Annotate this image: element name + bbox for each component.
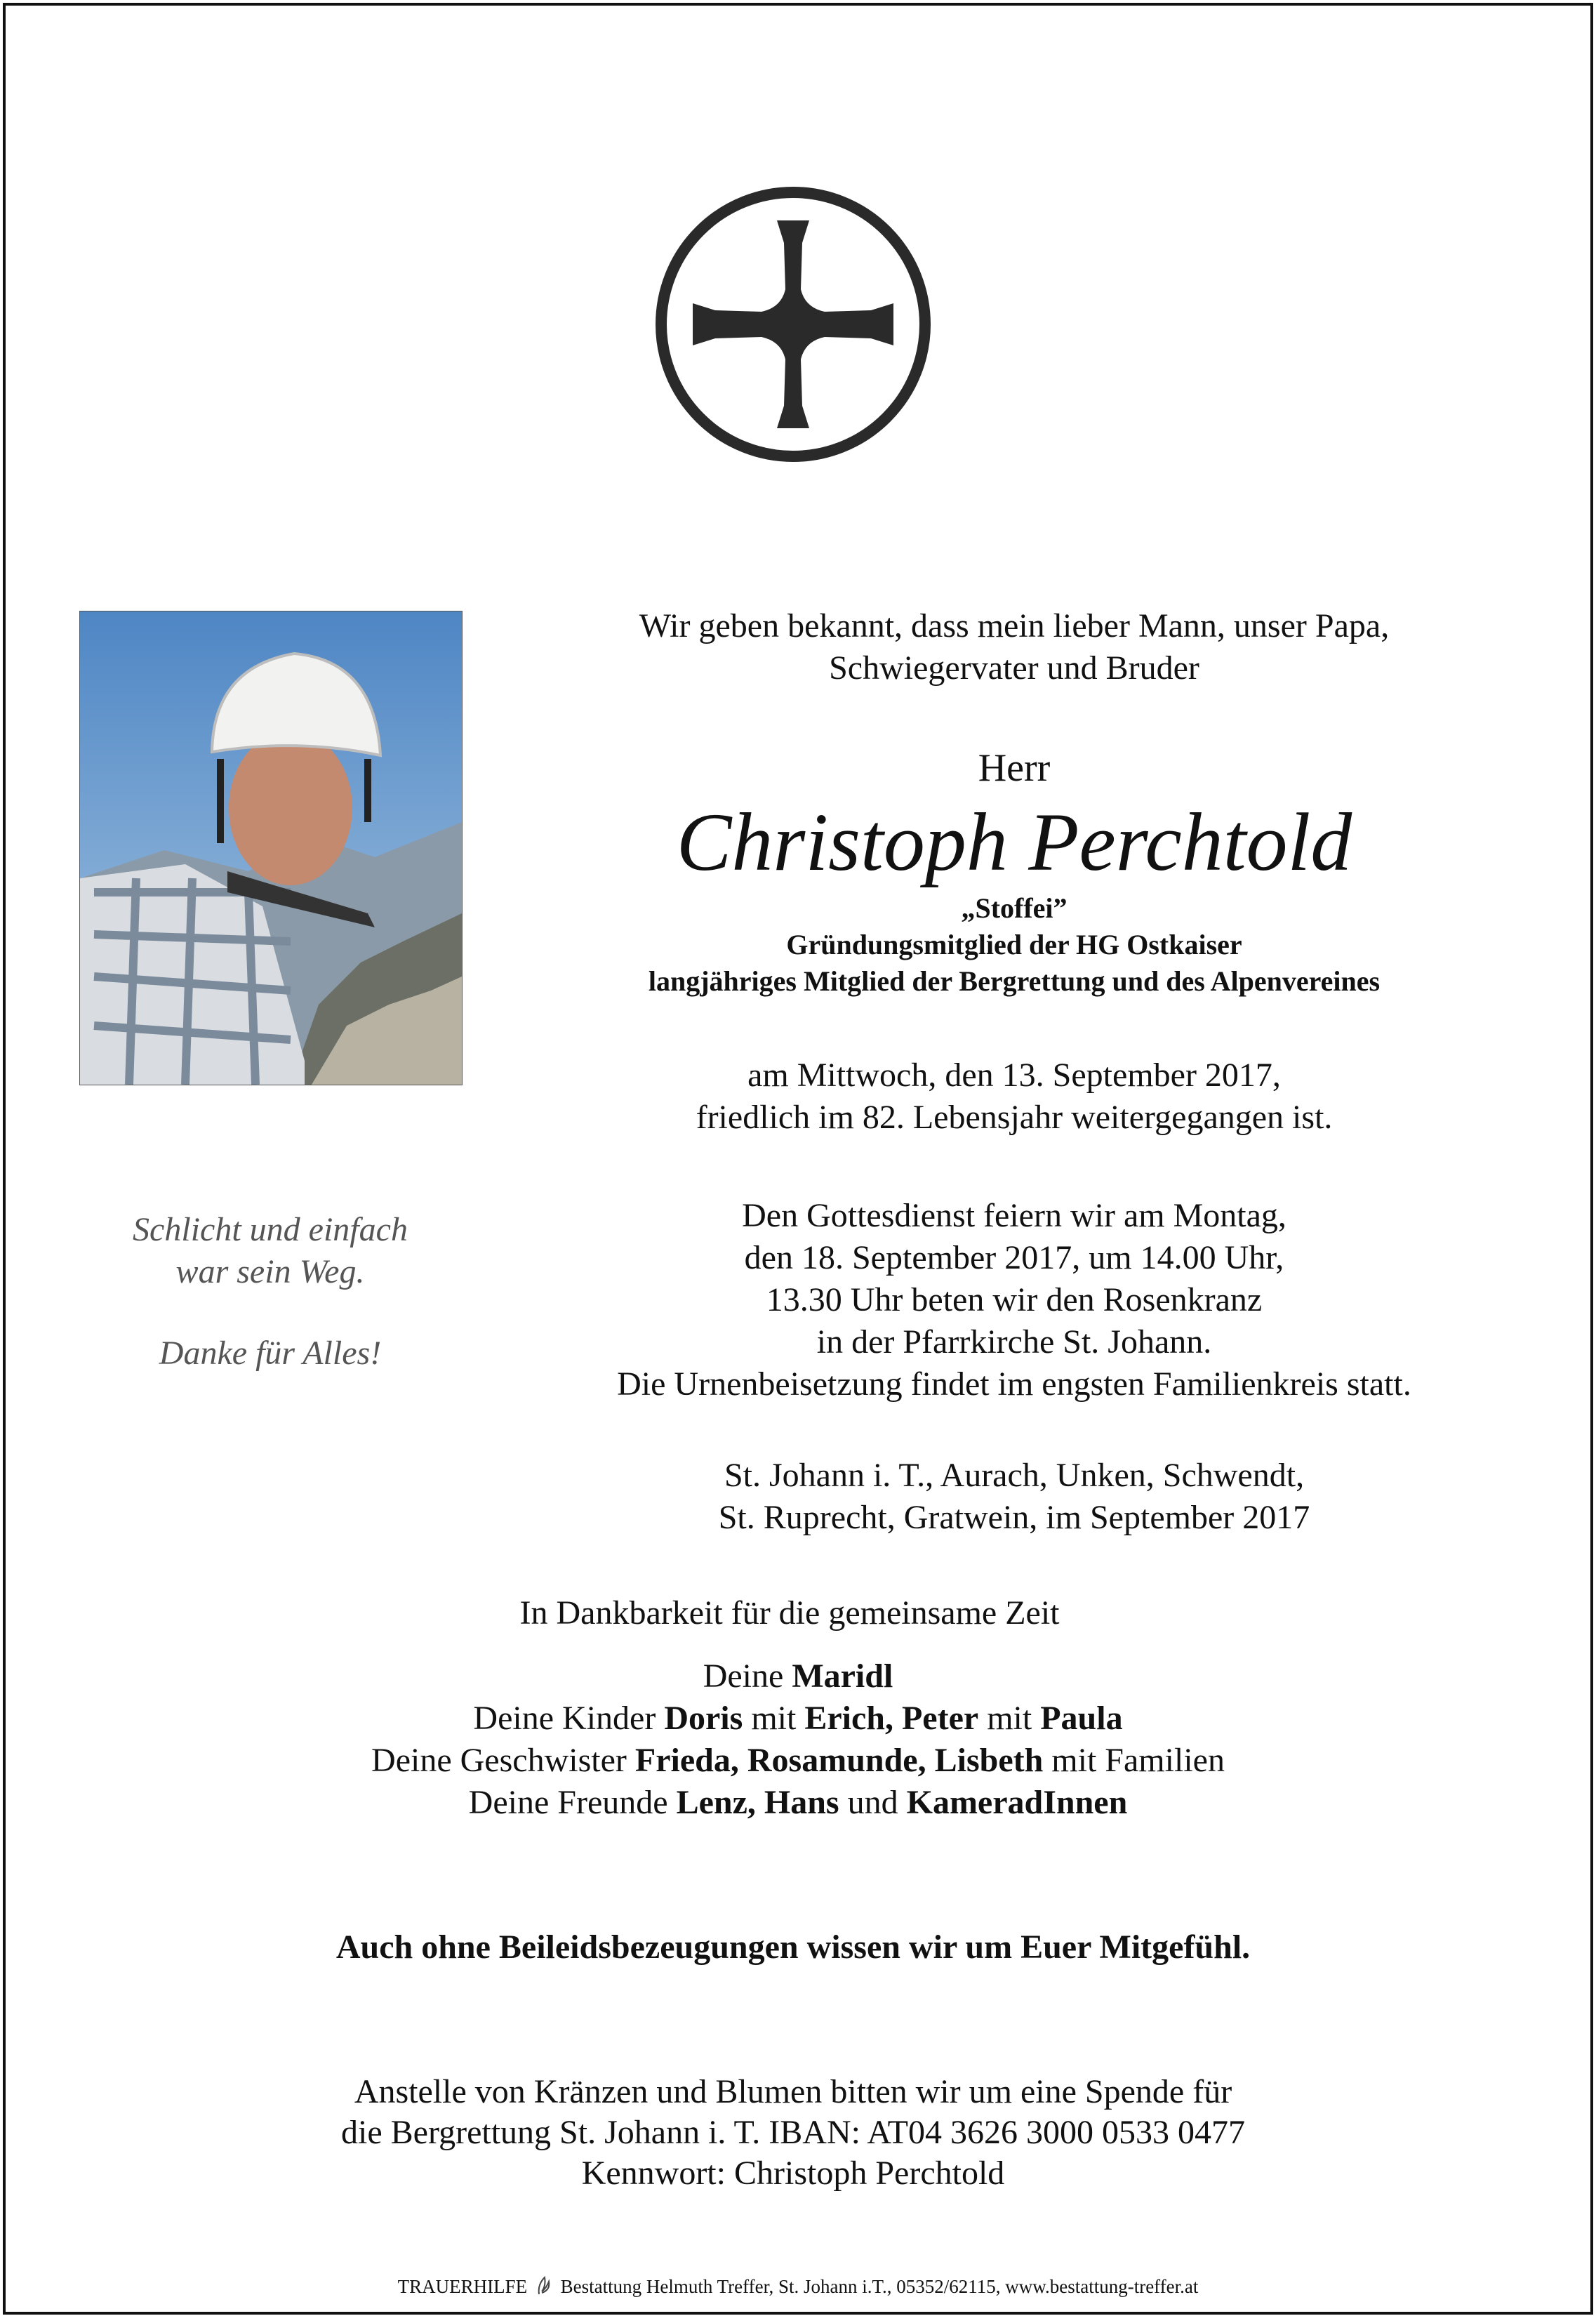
intro-line-2: Schwiegervater und Bruder	[829, 649, 1199, 687]
family-line-2-prefix: Deine Kinder	[473, 1700, 665, 1737]
donation-line-3: Kennwort: Christoph Perchtold	[581, 2155, 1005, 2192]
family-line-4-names-2: KameradInnen	[906, 1784, 1128, 1821]
nickname: „Stoffei”	[961, 892, 1068, 924]
family-line-4	[0, 1782, 1596, 1824]
family-line-3-prefix: Deine Geschwister	[371, 1742, 635, 1779]
service-line-1: Den Gottesdienst feiern wir am Montag,	[742, 1197, 1286, 1234]
places-line-1: St. Johann i. T., Aurach, Unken, Schwendt,	[724, 1457, 1305, 1494]
family-line-2-name-1: Doris	[664, 1700, 743, 1737]
death-line-2: friedlich im 82. Lebensjahr weitergegangen ist.	[696, 1099, 1333, 1136]
family-line-4-prefix: Deine Freunde	[468, 1784, 677, 1821]
family-line-3-suffix: mit Familien	[1043, 1742, 1225, 1779]
places-line-2: St. Ruprecht, Gratwein, im September 2017	[718, 1499, 1310, 1536]
quote-line-1: Schlicht und einfach	[133, 1211, 408, 1248]
service-line-5: Die Urnenbeisetzung findet im engsten Familienkreis statt.	[617, 1365, 1411, 1403]
quote-line-3: Danke für Alles!	[159, 1335, 382, 1372]
cross-in-circle-icon	[649, 184, 937, 465]
donation-line-1: Anstelle von Kränzen und Blumen bitten wir um eine Spende für	[354, 2073, 1232, 2110]
family-line-4-names-1: Lenz, Hans	[676, 1784, 839, 1821]
family-line-2-sep-1: mit	[743, 1700, 805, 1737]
family-line-1-names: Maridl	[792, 1657, 893, 1695]
footer	[0, 2275, 1596, 2301]
family-line-1-prefix: Deine	[703, 1657, 792, 1695]
family-line-2	[0, 1698, 1596, 1740]
family-line-3	[0, 1740, 1596, 1782]
leaf-icon	[536, 2275, 552, 2301]
death-line-1: am Mittwoch, den 13. September 2017,	[747, 1057, 1281, 1094]
family-line-2-name-2: Erich, Peter	[804, 1700, 979, 1737]
service-line-3: 13.30 Uhr beten wir den Rosenkranz	[766, 1281, 1263, 1318]
family-line-1	[0, 1655, 1596, 1698]
footer-brand: TRAUERHILFE	[397, 2276, 528, 2297]
role-line-1: Gründungsmitglied der HG Ostkaiser	[786, 929, 1242, 960]
footer-text: Bestattung Helmuth Treffer, St. Johann i.T., 05352/62115, www.bestattung-treffer.at	[560, 2276, 1199, 2297]
deceased-name: Christoph Perchtold	[676, 796, 1352, 888]
family-line-4-sep: und	[839, 1784, 907, 1821]
quote-line-2: war sein Weg.	[175, 1253, 365, 1290]
gratitude-line: In Dankbarkeit für die gemeinsame Zeit	[519, 1594, 1060, 1632]
service-line-4: in der Pfarrkirche St. Johann.	[816, 1323, 1212, 1361]
sympathy-line: Auch ohne Beileidsbezeugungen wissen wir um Euer Mitgefühl.	[335, 1928, 1251, 1966]
family-line-2-sep-2: mit	[978, 1700, 1041, 1737]
intro-line-1: Wir geben bekannt, dass mein lieber Mann, unser Papa,	[639, 607, 1390, 644]
family-line-3-names: Frieda, Rosamunde, Lisbeth	[634, 1742, 1044, 1779]
family-line-2-name-3: Paula	[1040, 1700, 1123, 1737]
honorific: Herr	[978, 746, 1051, 790]
role-line-2: langjähriges Mitglied der Bergrettung und des Alpenvereines	[648, 965, 1381, 997]
service-line-2: den 18. September 2017, um 14.00 Uhr,	[744, 1239, 1284, 1276]
donation-line-2: die Bergrettung St. Johann i. T. IBAN: AT04 3626 3000 0533 0477	[341, 2114, 1245, 2151]
portrait-photo	[79, 611, 463, 1085]
